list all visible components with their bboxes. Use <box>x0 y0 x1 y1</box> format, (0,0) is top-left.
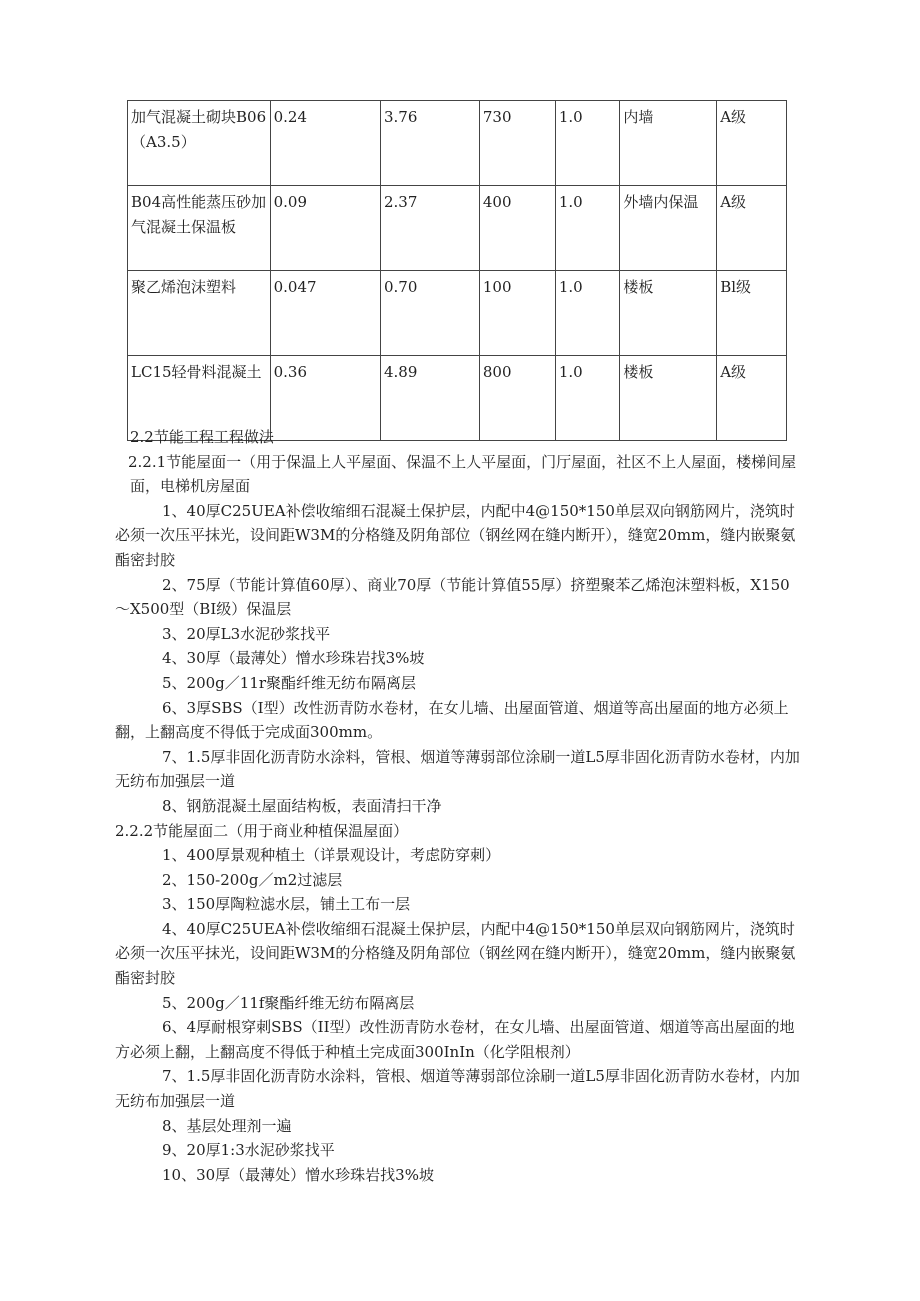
table-cell: 1.0 <box>555 356 620 441</box>
roof-1-item: 2、75厚（节能计算值60厚）、商业70厚（节能计算值55厚）挤塑聚苯乙烯泡沫塑料板，X150～X500型（BI级）保温层 <box>115 575 790 619</box>
roof-1-item: 5、200g／11r聚酯纤维无纺布隔离层 <box>162 673 417 692</box>
roof-1-item: 3、20厚L3水泥砂浆找平 <box>162 624 331 643</box>
table-cell: 1.0 <box>555 271 620 356</box>
table-cell: 730 <box>479 101 555 186</box>
table-cell: 0.24 <box>270 101 380 186</box>
material-name-cell: B04高性能蒸压砂加气混凝土保温板 <box>128 186 271 271</box>
table-cell: 2.37 <box>380 186 479 271</box>
roof-2-item: 8、基层处理剂一遍 <box>162 1116 292 1135</box>
table-cell: 0.36 <box>270 356 380 441</box>
table-cell: 0.70 <box>380 271 479 356</box>
roof-2-item: 6、4厚耐根穿刺SBS（II型）改性沥青防水卷材，在女儿墙、出屋面管道、烟道等高出屋面的地方必须上翻，上翻高度不得低于种植土完成面300InIn（化学阻根剂） <box>115 1018 795 1061</box>
table-cell: 楼板 <box>620 271 717 356</box>
table-cell: 楼板 <box>620 356 717 441</box>
document-body <box>115 425 800 1187</box>
table-row <box>128 101 787 186</box>
table-cell: 800 <box>479 356 555 441</box>
material-name-cell: 聚乙烯泡沫塑料 <box>128 271 271 356</box>
table-cell: 400 <box>479 186 555 271</box>
material-properties-table <box>127 100 787 441</box>
table-cell: 1.0 <box>555 186 620 271</box>
roof-1-title: 2.2.1节能屋面一（用于保温上人平屋面、保温不上人平屋面，门厅屋面，社区不上人屋面，楼梯间屋面，电梯机房屋面 <box>128 452 797 496</box>
table-cell: Bl级 <box>717 271 787 356</box>
roof-1-item: 8、钢筋混凝土屋面结构板，表面清扫干净 <box>162 796 442 815</box>
table-cell: 0.09 <box>270 186 380 271</box>
roof-2-item: 1、400厚景观种植土（详景观设计，考虑防穿刺） <box>162 846 501 865</box>
roof-2-title: 2.2.2节能屋面二（用于商业种植保温屋面） <box>115 821 409 840</box>
roof-2-item: 3、150厚陶粒滤水层，铺土工布一层 <box>162 895 411 914</box>
table-cell: 内墙 <box>620 101 717 186</box>
table-cell: A级 <box>717 101 787 186</box>
section-title: 2.2节能工程工程做法 <box>130 428 274 446</box>
material-name-cell: 加气混凝土砌块B06（A3.5） <box>128 101 271 186</box>
table-cell: 1.0 <box>555 101 620 186</box>
table-row <box>128 271 787 356</box>
table-cell: 3.76 <box>380 101 479 186</box>
roof-2-item: 7、1.5厚非固化沥青防水涂料，管根、烟道等薄弱部位涂刷一道L5厚非固化沥青防水卷材，内加无纺布加强层一道 <box>115 1067 800 1111</box>
roof-1-item: 4、30厚（最薄处）憎水珍珠岩找3%坡 <box>162 649 425 668</box>
table-cell: 外墙内保温 <box>620 186 717 271</box>
table-cell: A级 <box>717 186 787 271</box>
roof-1-item: 7、1.5厚非固化沥青防水涂料，管根、烟道等薄弱部位涂刷一道L5厚非固化沥青防水卷材，内加无纺布加强层一道 <box>115 747 800 791</box>
roof-1-item: 1、40厚C25UEA补偿收缩细石混凝土保护层，内配中4@150*150单层双向钢筋网片，浇筑时必须一次压平抹光，设间距W3M的分格缝及阴角部位（钢丝网在缝内断开），缝宽20mm，缝内嵌聚氨酯密封胶 <box>115 501 796 569</box>
roof-2-item: 5、200g／11f聚酯纤维无纺布隔离层 <box>162 993 415 1012</box>
roof-1-item: 6、3厚SBS（I型）改性沥青防水卷材，在女儿墙、出屋面管道、烟道等高出屋面的地方必须上翻，上翻高度不得低于完成面300mm。 <box>115 698 789 742</box>
table-cell: 100 <box>479 271 555 356</box>
roof-2-item: 2、150-200g／m2过滤层 <box>162 870 343 889</box>
table-cell: A级 <box>717 356 787 441</box>
table-cell: 0.047 <box>270 271 380 356</box>
table-row <box>128 186 787 271</box>
material-name-cell: LC15轻骨料混凝土 <box>128 356 271 441</box>
roof-2-item: 10、30厚（最薄处）憎水珍珠岩找3%坡 <box>162 1165 434 1184</box>
table-cell: 4.89 <box>380 356 479 441</box>
roof-2-item: 4、40厚C25UEA补偿收缩细石混凝土保护层，内配中4@150*150单层双向钢筋网片，浇筑时必须一次压平抹光，设间距W3M的分格缝及阴角部位（钢丝网在缝内断开），缝宽20mm，缝内嵌聚氨酯密封胶 <box>115 919 796 988</box>
roof-2-item: 9、20厚1:3水泥砂浆找平 <box>162 1141 335 1160</box>
